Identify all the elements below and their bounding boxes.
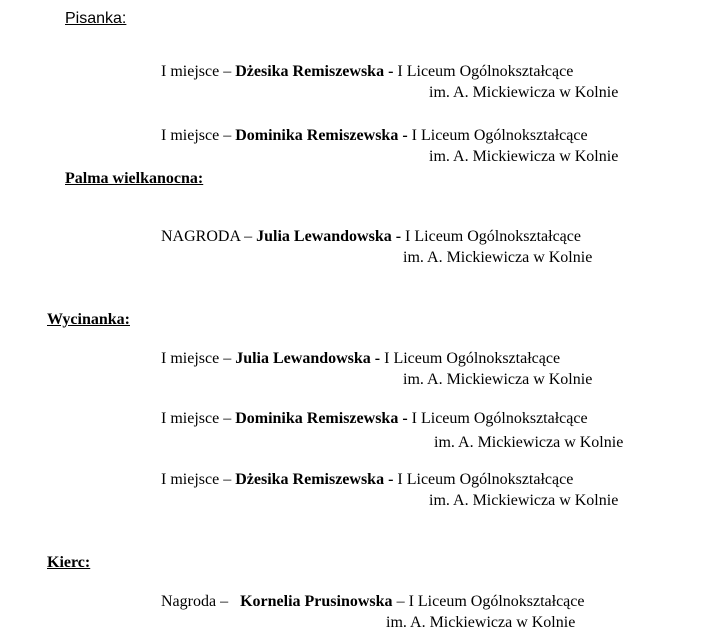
winner-name: Dżesika Remiszewska - [235, 471, 394, 488]
section-heading-palma: Palma wielkanocna: [65, 170, 204, 187]
school-name-line2: im. A. Mickiewicza w Kolnie [429, 492, 619, 509]
section-heading-kierc: Kierc: [47, 554, 91, 571]
award-place: I miejsce – [161, 410, 232, 427]
winner-name: Dominika Remiszewska - [235, 410, 408, 427]
school-name-line2: im. A. Mickiewicza w Kolnie [403, 249, 593, 266]
school-name-line2: im. A. Mickiewicza w Kolnie [429, 84, 619, 101]
winner-name: Julia Lewandowska - [235, 350, 381, 367]
school-name-line2: im. A. Mickiewicza w Kolnie [386, 614, 576, 631]
school-name: I Liceum Ogólnokształcące [397, 63, 574, 80]
winner-name: Julia Lewandowska - [256, 228, 402, 245]
award-place: I miejsce – [161, 350, 232, 367]
award-place: I miejsce – [161, 127, 232, 144]
section-heading-wycinanka: Wycinanka: [47, 311, 130, 328]
award-place: NAGRODA – [161, 228, 253, 245]
winner-name: Kornelia Prusinowska [240, 593, 393, 610]
school-name-line2: im. A. Mickiewicza w Kolnie [429, 148, 619, 165]
award-place: Nagroda – [161, 593, 229, 610]
school-name: I Liceum Ogólnokształcące [384, 350, 561, 367]
winner-name: Dominika Remiszewska - [235, 127, 408, 144]
award-place: I miejsce – [161, 471, 232, 488]
school-name-line2: im. A. Mickiewicza w Kolnie [434, 434, 624, 451]
award-place: I miejsce – [161, 63, 232, 80]
school-name-line2: im. A. Mickiewicza w Kolnie [403, 371, 593, 388]
school-name: I Liceum Ogólnokształcące [411, 410, 588, 427]
school-name: I Liceum Ogólnokształcące [405, 228, 581, 245]
school-name: I Liceum Ogólnokształcące [397, 471, 574, 488]
school-name: – I Liceum Ogólnokształcące [396, 593, 585, 610]
winner-name: Dżesika Remiszewska - [235, 63, 394, 80]
school-name: I Liceum Ogólnokształcące [411, 127, 588, 144]
section-heading-pisanka: Pisanka: [65, 10, 127, 27]
